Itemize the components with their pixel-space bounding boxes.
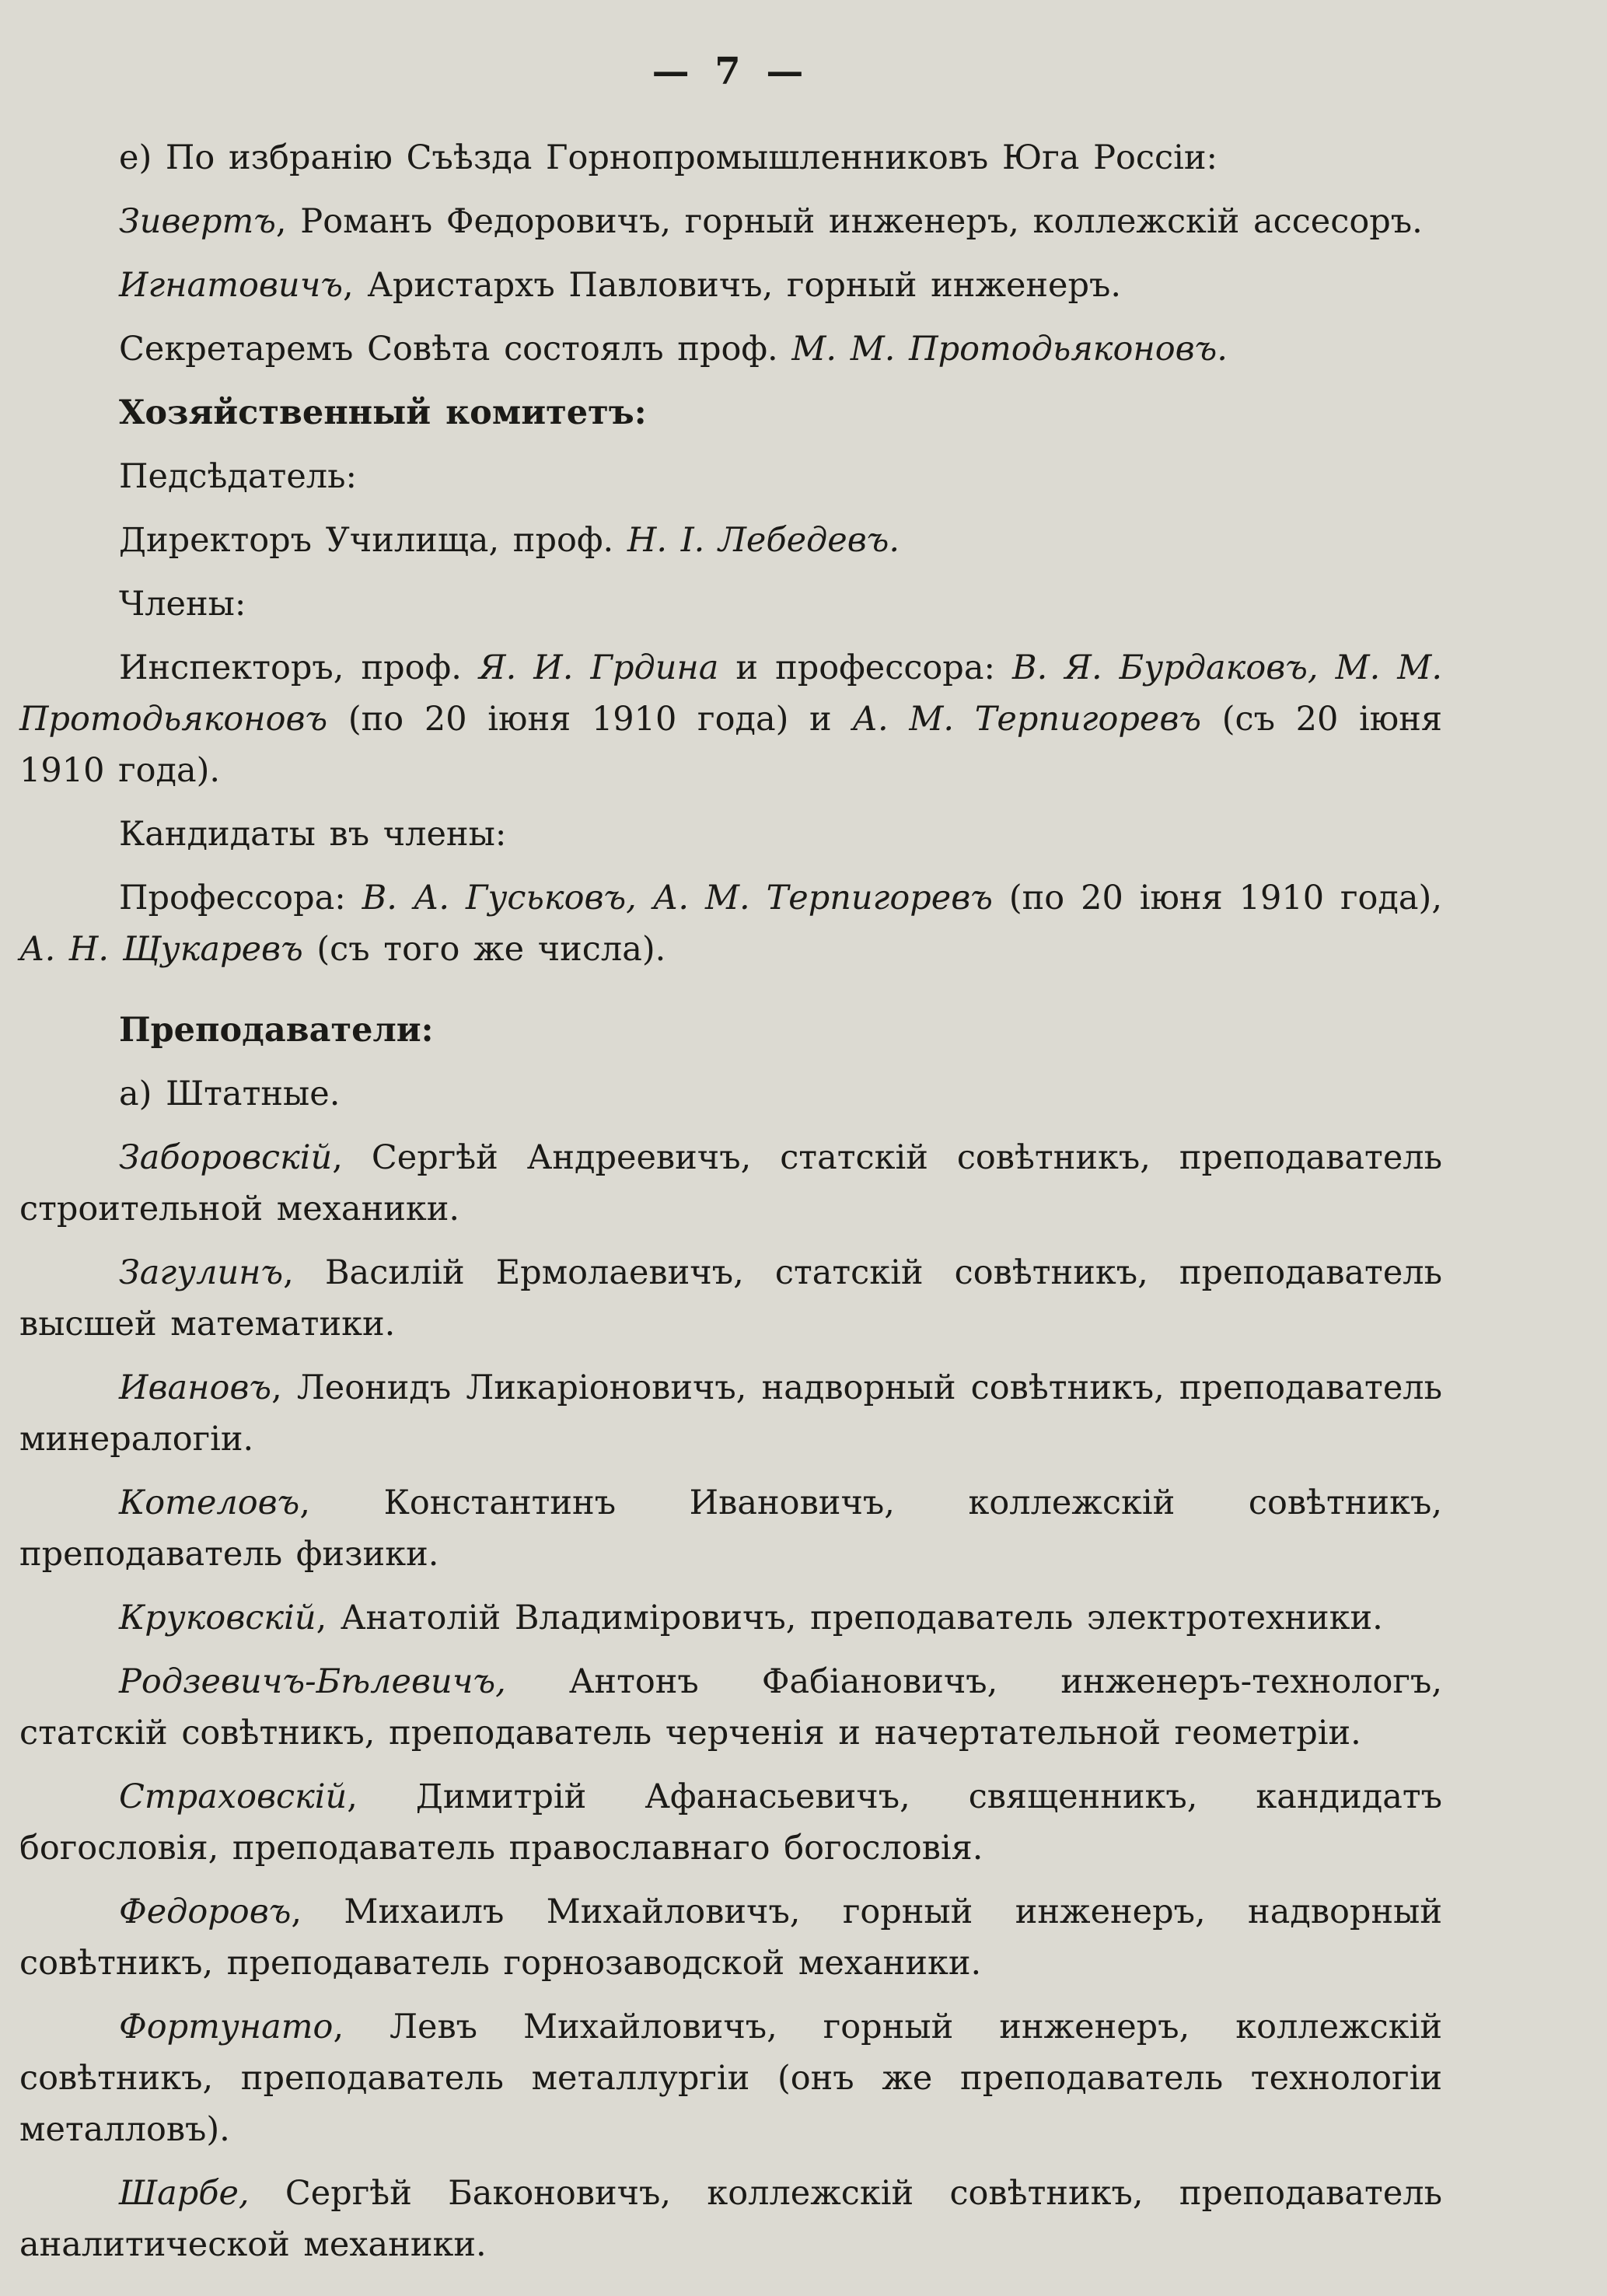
entry-strakhovsky: [19, 1771, 1442, 1874]
italic-name: Я. И. Грдина: [478, 648, 719, 687]
entry-fedorov: [19, 1886, 1442, 1989]
entry-sharbe: [19, 2168, 1442, 2270]
text-run: и профессора:: [718, 648, 1012, 687]
italic-name: Фортунато: [119, 2008, 334, 2046]
italic-name: Загулинъ: [119, 1253, 284, 1292]
text-run: Инспекторъ, проф.: [119, 648, 479, 687]
page-content: [19, 132, 1442, 2283]
page-number: — 7 —: [652, 50, 810, 93]
members-label: [19, 578, 1442, 630]
economic-committee-heading: [19, 387, 1442, 439]
italic-name: В. А. Гуськовъ, А. М. Терпигоревъ: [362, 879, 993, 917]
candidates-entry: [19, 872, 1442, 975]
bold-heading: Хозяйственный комитетъ:: [119, 393, 647, 432]
text-run: а) Штатные.: [119, 1075, 341, 1113]
entry-ignatovich: [19, 260, 1442, 311]
entry-rodzevich: [19, 1656, 1442, 1759]
italic-name: Страховскій: [119, 1777, 348, 1816]
text-run: Педсѣдатель:: [119, 457, 357, 496]
italic-name: Родзевичъ-Бѣлевичъ,: [119, 1662, 506, 1701]
italic-name: В. Я. Бурдаковъ, М. М. Протодьяконовъ: [19, 648, 1442, 739]
italic-name: А. Н. Щукаревъ: [19, 930, 303, 969]
entry-zivert: [19, 196, 1442, 247]
entry-zagulin: [19, 1247, 1442, 1350]
italic-name: Н. І. Лебедевъ.: [627, 521, 900, 560]
teachers-heading: [19, 1005, 1442, 1056]
italic-name: Игнатовичъ: [119, 266, 343, 305]
text-run: , Левъ Михайловичъ, горный инженеръ, коллежскій совѣтникъ, преподаватель металлургіи (онъ же преподаватель технологіи металловъ).: [19, 2008, 1442, 2149]
text-run: Секретаремъ Совѣта состоялъ проф.: [119, 330, 792, 369]
italic-name: Заборовскій: [119, 1138, 333, 1177]
italic-name: М. М. Протодьяконовъ.: [791, 330, 1228, 369]
text-run: , Василій Ермолаевичъ, статскій совѣтникъ, преподаватель высшей математики.: [19, 1253, 1442, 1344]
entry-kotelov: [19, 1477, 1442, 1580]
text-run: , Анатолій Владиміровичъ, преподаватель электротехники.: [316, 1599, 1383, 1637]
entry-krukovsky: [19, 1592, 1442, 1644]
text-run: (съ того же числа).: [302, 930, 666, 969]
entry-zaborovsky: [19, 1132, 1442, 1235]
staff-subheading: [19, 1068, 1442, 1120]
section-e-heading: [19, 132, 1442, 183]
text-run: (по 20 іюня 1910 года),: [992, 879, 1442, 917]
text-run: Кандидаты въ члены:: [119, 815, 507, 854]
bold-heading: Преподаватели:: [119, 1011, 434, 1050]
italic-name: Шарбе,: [119, 2174, 250, 2213]
text-run: Антонъ Фабіановичъ, инженеръ-технологъ, статскій совѣтникъ, преподаватель черченія и начертательной геометріи.: [19, 1662, 1442, 1753]
italic-name: Зивертъ: [119, 202, 276, 241]
text-run: , Михаилъ Михайловичъ, горный инженеръ, надворный совѣтникъ, преподаватель горнозаводской механики.: [19, 1892, 1442, 1983]
text-run: , Димитрій Афанасьевичъ, священникъ, кандидатъ богословія, преподаватель православнаго богословія.: [19, 1777, 1442, 1868]
italic-name: Федоровъ: [119, 1892, 292, 1931]
text-run: e) По избранію Съѣзда Горнопромышленниковъ Юга Россіи:: [119, 138, 1217, 177]
italic-name: Круковскій: [119, 1599, 316, 1637]
text-run: (по 20 іюня 1910 года) и: [327, 700, 853, 739]
council-secretary: [19, 323, 1442, 375]
text-run: Члены:: [119, 585, 246, 624]
chairman-label: [19, 451, 1442, 502]
italic-name: Котеловъ: [119, 1483, 300, 1522]
candidates-label: [19, 809, 1442, 860]
members-entry: [19, 642, 1442, 796]
text-run: Профессора:: [119, 879, 362, 917]
entry-ivanov: [19, 1362, 1442, 1465]
text-run: (съ 20 іюня 1910 года).: [19, 700, 1442, 790]
text-run: , Сергѣй Андреевичъ, статскій совѣтникъ, преподаватель строительной механики.: [19, 1138, 1442, 1228]
text-run: Директоръ Училища, проф.: [119, 521, 627, 560]
text-run: Сергѣй Баконовичъ, коллежскій совѣтникъ, преподаватель аналитической механики.: [19, 2174, 1442, 2264]
text-run: , Романъ Федоровичъ, горный инженеръ, коллежскій асcесоръ.: [275, 202, 1423, 241]
text-run: , Леонидъ Ликаріоновичъ, надворный совѣтникъ, преподаватель минералогіи.: [19, 1368, 1442, 1459]
text-run: , Константинъ Ивановичъ, коллежскій совѣтникъ, преподаватель физики.: [19, 1483, 1442, 1574]
text-run: , Аристархъ Павловичъ, горный инженеръ.: [342, 266, 1122, 305]
italic-name: Ивановъ: [119, 1368, 272, 1407]
entry-fortunato: [19, 2001, 1442, 2155]
italic-name: А. М. Терпигоревъ: [852, 700, 1202, 739]
chairman-entry: [19, 515, 1442, 566]
